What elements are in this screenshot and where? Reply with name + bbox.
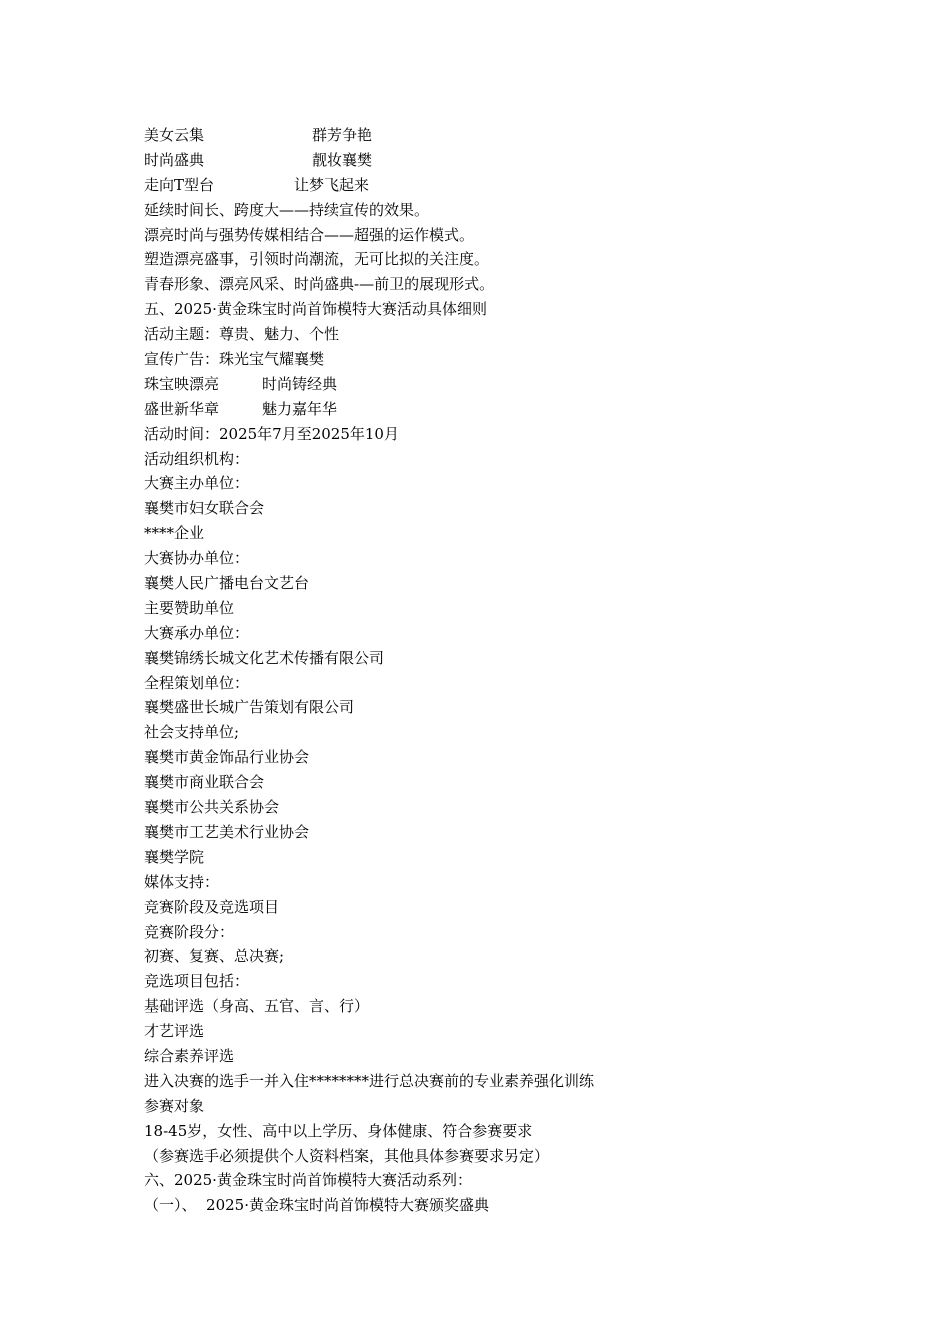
participants-requirements: 18-45岁，女性、高中以上学历、身体健康、符合参赛要求 <box>144 1121 533 1140</box>
intro-pair-1 <box>144 123 904 148</box>
intro-pair-left: 美女云集 <box>144 126 205 144</box>
intro-pair-2 <box>144 148 904 173</box>
org-heading: 活动组织机构： <box>144 449 250 468</box>
support-item: 襄樊市黄金饰品行业协会 <box>144 748 310 767</box>
participants-heading: 参赛对象 <box>144 1096 205 1115</box>
support-item: 襄樊学院 <box>144 847 205 866</box>
intro-pair-right: 群芳争艳 <box>312 126 373 144</box>
intro-pair-right: 靓妆襄樊 <box>312 150 373 169</box>
co-host-item: 襄樊人民广播电台文艺台 <box>144 574 310 593</box>
slogan-pair-1 <box>144 372 904 397</box>
section-6-heading: 六、2025·黄金珠宝时尚首饰模特大赛活动系列： <box>144 1171 472 1190</box>
section-6-item-1: （一）、 2025·黄金珠宝时尚首饰模特大赛颁奖盛典 <box>144 1196 489 1215</box>
competition-heading: 竞赛阶段及竞选项目 <box>144 897 280 916</box>
support-item: 襄樊市工艺美术行业协会 <box>144 822 310 841</box>
sponsor-heading: 主要赞助单位 <box>144 598 235 617</box>
section-5-heading: 五、2025·黄金珠宝时尚首饰模特大赛活动具体细则 <box>144 300 487 319</box>
support-heading: 社会支持单位; <box>144 723 240 742</box>
stages-item: 初赛、复赛、总决赛; <box>144 947 285 966</box>
items-heading: 竞选项目包括： <box>144 972 250 991</box>
intro-pair-left: 走向T型台 <box>144 175 215 194</box>
host-heading: 大赛主办单位： <box>144 474 250 493</box>
activity-slogan: 宣传广告：珠光宝气耀襄樊 <box>144 350 325 369</box>
intro-pair-3 <box>144 173 904 198</box>
co-host-heading: 大赛协办单位： <box>144 549 250 568</box>
host-item: 襄樊市妇女联合会 <box>144 499 265 518</box>
intro-line: 延续时间长、跨度大——持续宣传的效果。 <box>144 200 430 219</box>
support-item: 襄樊市公共关系协会 <box>144 798 280 817</box>
slogan-pair-2 <box>144 397 904 422</box>
intro-line: 塑造漂亮盛事，引领时尚潮流，无可比拟的关注度。 <box>144 250 490 269</box>
organizer-heading: 大赛承办单位： <box>144 623 250 642</box>
intro-pair-left: 时尚盛典 <box>144 150 205 169</box>
participants-note: （参赛选手必须提供个人资料档案，其他具体参赛要求另定） <box>144 1146 550 1165</box>
finals-training: 进入决赛的选手一并入住********进行总决赛前的专业素养强化训练 <box>144 1071 595 1090</box>
items-item: 基础评选（身高、五官、言、行） <box>144 997 370 1016</box>
planner-heading: 全程策划单位： <box>144 673 250 692</box>
planner-item: 襄樊盛世长城广告策划有限公司 <box>144 698 355 717</box>
activity-time: 活动时间：2025年7月至2025年10月 <box>144 424 399 443</box>
document-page <box>144 123 904 1218</box>
support-item: 襄樊市商业联合会 <box>144 773 265 792</box>
organizer-item: 襄樊锦绣长城文化艺术传播有限公司 <box>144 648 385 667</box>
stages-heading: 竞赛阶段分： <box>144 922 235 941</box>
slogan-pair-left: 盛世新华章 <box>144 399 220 418</box>
intro-line: 漂亮时尚与强势传媒相结合——超强的运作模式。 <box>144 225 475 244</box>
host-item: ****企业 <box>144 524 205 543</box>
intro-line: 青春形象、漂亮风采、时尚盛典-—前卫的展现形式。 <box>144 275 495 294</box>
slogan-pair-right: 时尚铸经典 <box>262 374 338 393</box>
items-item: 综合素养评选 <box>144 1046 235 1065</box>
items-item: 才艺评选 <box>144 1022 205 1041</box>
media-heading: 媒体支持： <box>144 872 220 891</box>
intro-pair-right: 让梦飞起来 <box>294 175 370 194</box>
activity-theme: 活动主题：尊贵、魅力、个性 <box>144 325 340 344</box>
slogan-pair-right: 魅力嘉年华 <box>262 399 338 418</box>
slogan-pair-left: 珠宝映漂亮 <box>144 374 220 393</box>
